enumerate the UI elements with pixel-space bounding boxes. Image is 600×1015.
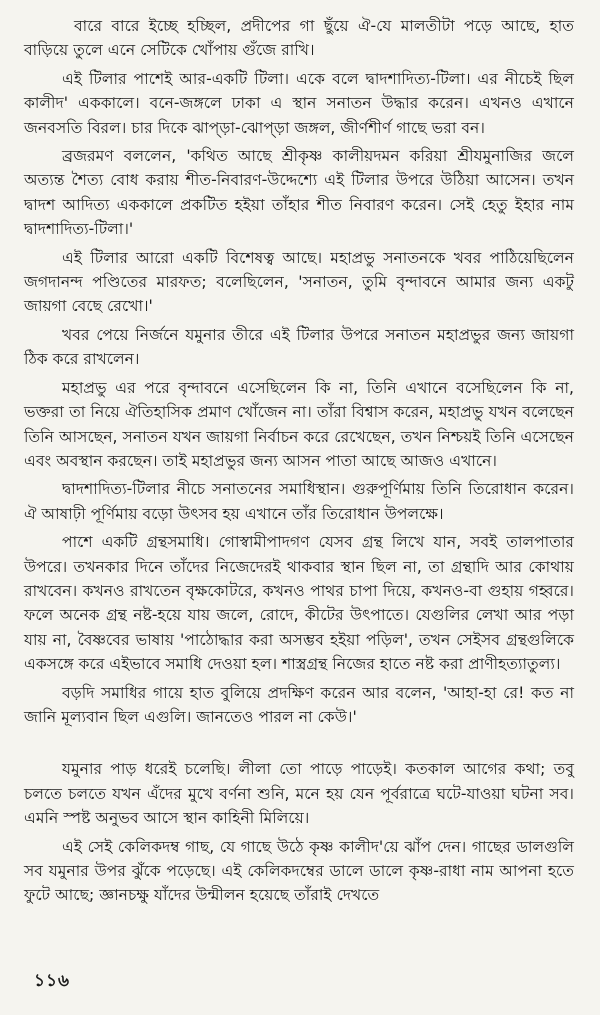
paragraph-5: খবর পেয়ে নির্জনে যমুনার তীরে এই টিলার উপরে সনাতন মহাপ্রভুর জন্য জায়গা ঠিক করে রাখলেন।: [24, 325, 574, 369]
paragraph-1: বারে বারে ইচ্ছে হচ্ছিল, প্রদীপের গা ছুঁয়ে ঐ-যে মালতীটা পড়ে আছে, হাত বাড়িয়ে তুলে এনে সেটিকে খোঁপায় গুঁজে রাখি।: [24, 17, 574, 60]
paragraph-3: ব্রজরমণ বললেন, 'কথিত আছে শ্রীকৃষ্ণ কালীয়দমন করিয়া শ্রীযমুনাজির জলে অত্যন্ত শৈত্য বোধ করায় শীত-নিবারণ-উদ্দেশ্যে এই টিলার উপরে উঠিয়া আসেন। তখন দ্বাদশ আদিত্য এককালে প্রকটিত হইয়া তাঁহার শীত নিবারণ করেন। সেই হেতু ইহার নাম দ্বাদশাদিত্য-টিলা।': [24, 147, 574, 239]
paragraph-10: যমুনার পাড় ধরেই চলেছি। লীলা তো পাড়ে পাড়েই। কতকাল আগের কথা; তবু চলতে চলতে যখন এঁদের মুখে বর্ণনা শুনি, মনে হয় যেন পূর্বরাত্রে ঘটে-যাওয়া ঘটনা সব। এমনি স্পষ্ট অনুভব আসে স্থান কাহিনী মিলিয়ে।: [24, 760, 574, 828]
paragraph-7: দ্বাদশাদিত্য-টিলার নীচে সনাতনের সমাধিস্থান। গুরুপূর্ণিমায় তিনি তিরোধান করেন। ঐ আষাঢ়ী পূর্ণিমায় বড়ো উৎসব হয় এখানে তাঁর তিরোধান উপলক্ষে।: [24, 480, 574, 523]
paragraph-8: পাশে একটি গ্রন্থসমাধি। গোস্বামীপাদগণ যেসব গ্রন্থ লিখে যান, সবই তালপাতার উপরে। তখনকার দিনে তাঁদের নিজেদেরই থাকবার স্থান ছিল না, তা গ্রন্থাদি আর কোথায় রাখবেন। কখনও রাখতেন বৃক্ষকোটরে, কখনও পাথর চাপা দিয়ে, কখনও-বা গুহায় গহ্বরে। ফলে অনেক গ্রন্থ নষ্ট-হয়ে যায় জলে, রোদে, কীটের উৎপাতে। যেগুলির লেখা আর পড়া যায় না, বৈষ্ণবের ভাষায় 'পাঠোদ্ধার করা অসম্ভব হইয়া পড়িল', তখন সেইসব গ্রন্থগুলিকে একসঙ্গে করে এইভাবে সমাধি দেওয়া হল। শাস্ত্রগ্রন্থ নিজের হাতে নষ্ট করা প্রাণীহত্যাতুল্য।: [24, 533, 574, 674]
paragraph-11: এই সেই কেলিকদম্ব গাছ, যে গাছে উঠে কৃষ্ণ কালীদ'য়ে ঝাঁপ দেন। গাছের ডালগুলি সব যমুনার উপর ঝুঁকে পড়েছে। এই কেলিকদম্বের ডালে ডালে কৃষ্ণ-রাধা নাম আপনা হতে ফুটে আছে; জ্ঞানচক্ষু যাঁদের উন্মীলন হয়েছে তাঁরাই দেখতে: [24, 837, 574, 905]
paragraph-6: মহাপ্রভু এর পরে বৃন্দাবনে এসেছিলেন কি না, তিনি এখানে বসেছিলেন কি না, ভক্তরা তা নিয়ে ঐতিহাসিক প্রমাণ খোঁজেন না। তাঁরা বিশ্বাস করেন, মহাপ্রভু যখন বলেছেন তিনি আসছেন, সনাতন যখন জায়গা নির্বাচন করে রেখেছেন, তখন নিশ্চয়ই তিনি এসেছেন এবং অবস্থান করছেন। তাই মহাপ্রভুর জন্য আসন পাতা আছে আজও এখানে।: [24, 378, 574, 470]
page-number: ১১৬: [34, 971, 71, 991]
paragraph-2: এই টিলার পাশেই আর-একটি টিলা। একে বলে দ্বাদশাদিত্য-টিলা। এর নীচেই ছিল কালীদ' এককালে। বনে-জঙ্গলে ঢাকা এ স্থান সনাতন উদ্ধার করেন। এখনও এখানে জনবসতি বিরল। চার দিকে ঝাপ্‌ড়া-ঝোপ্‌ড়া জঙ্গল, জীর্ণশীর্ণ গাছে ভরা বন।: [24, 69, 574, 137]
paragraph-9: বড়দি সমাধির গায়ে হাত বুলিয়ে প্রদক্ষিণ করেন আর বলেন, 'আহা-হা রে! কত না জানি মূল্যবান ছিল এগুলি। জানতেও পারল না কেউ।': [24, 683, 574, 726]
paragraph-4: এই টিলার আরো একটি বিশেষত্ব আছে। মহাপ্রভু সনাতনকে খবর পাঠিয়েছিলেন জগদানন্দ পণ্ডিতের মারফত; বলেছিলেন, 'সনাতন, তুমি বৃন্দাবনে আমার জন্য একটু জায়গা বেছে রেখো।': [24, 248, 574, 316]
section-gap: [24, 733, 574, 757]
